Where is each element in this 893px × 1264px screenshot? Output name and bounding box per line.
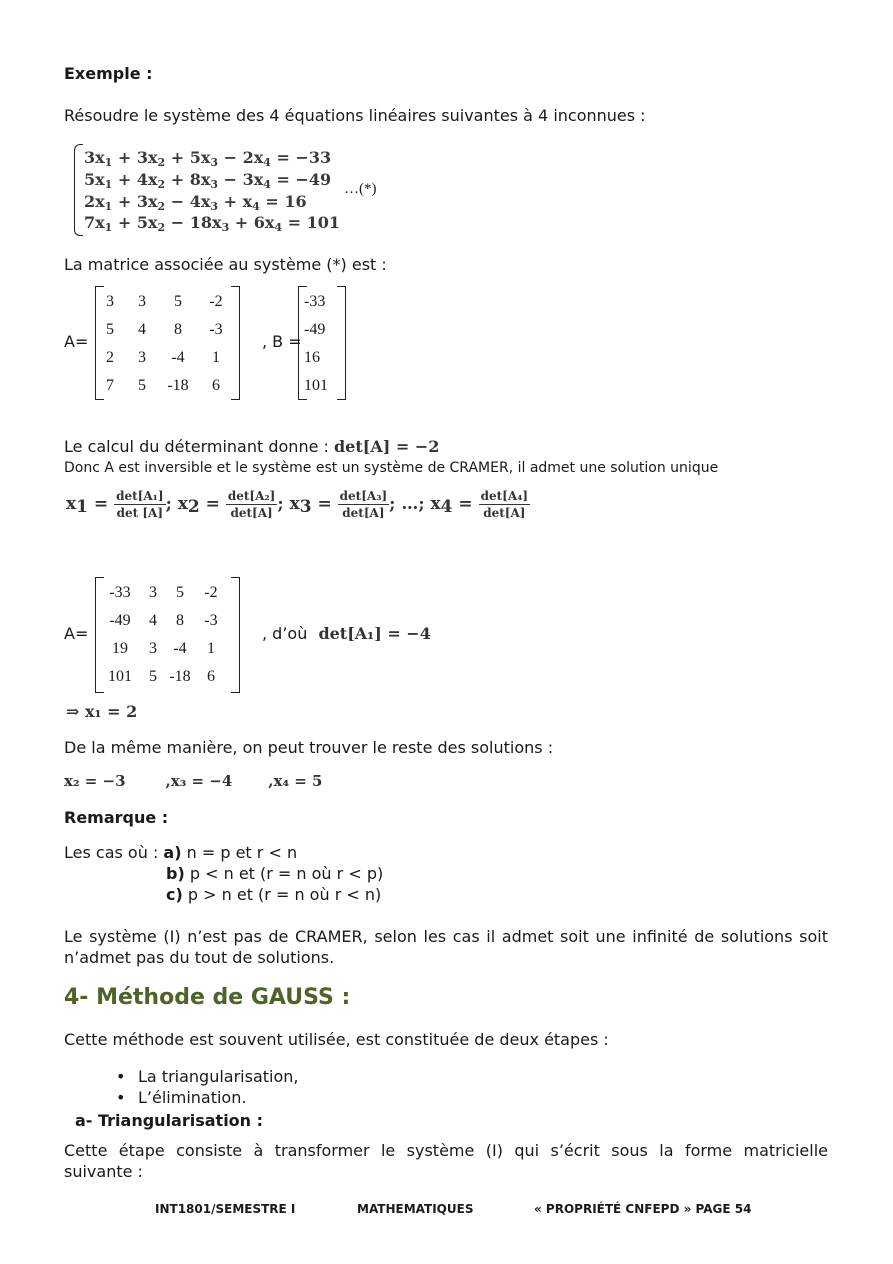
matrix-cell: 16 <box>304 349 320 366</box>
fraction-x2: $\frac{\text{det[A₂]}}{\det[A]}$ <box>227 489 276 520</box>
matrix-cell: 4 <box>138 321 146 338</box>
solutions-line <box>64 772 322 790</box>
determinant-value: det[A] = −2 <box>333 437 440 456</box>
matrix-cell: -18 <box>167 377 189 394</box>
matrix-cell: -2 <box>204 584 218 601</box>
paragraph-line-2: n’admet pas du tout de solutions. <box>64 948 335 967</box>
matrix-cell: 7 <box>106 377 114 394</box>
equation-3: $2x_1 + 3x_2 - 4x_3 + x_4 = 16$ <box>84 192 307 213</box>
paragraph-line-1: Le système (I) n’est pas de CRAMER, selon les cas il admet soit une infinité de solutions soit <box>64 927 828 946</box>
case-a: Les cas où : a) n = p et r < n <box>64 843 298 862</box>
det-a1-line <box>262 624 431 643</box>
matrix-cell: -2 <box>209 293 223 310</box>
intro-text: Résoudre le système des 4 équations linéaires suivantes à 4 inconnues : <box>64 106 646 125</box>
matrix-cell: -49 <box>109 612 131 629</box>
matrix-cell: 3 <box>138 293 146 310</box>
fraction-x1: $\frac{\text{det[A₁]}}{\det [A]}$ <box>116 489 164 520</box>
matrix-a1-label: A= <box>64 624 89 643</box>
same-way-text: De la même manière, on peut trouver le reste des solutions : <box>64 738 554 757</box>
matrix-a1-right-bracket <box>231 577 240 693</box>
matrix-cell: 5 <box>138 377 146 394</box>
last-line-2: suivante : <box>64 1162 143 1181</box>
cases-prefix: Les cas où : <box>64 843 164 862</box>
matrix-b-label: , B = <box>262 332 302 351</box>
system-tag: …(*) <box>344 181 377 197</box>
steps-list <box>116 1066 299 1108</box>
solution-x2: x₂ = −3 <box>64 772 126 790</box>
equation-4: $7x_1 + 5x_2 - 18x_3 + 6x_4 = 101$ <box>84 213 341 234</box>
matrix-cell: 4 <box>149 612 157 629</box>
system-brace <box>74 144 83 236</box>
equation-2: $5x_1 + 4x_2 + 8x_3 - 3x_4 = -49$ <box>84 170 332 191</box>
matrix-cell: -49 <box>304 321 326 338</box>
remarque-title: Remarque : <box>64 808 169 827</box>
matrix-cell: 8 <box>174 321 182 338</box>
matrix-cell: 8 <box>176 612 184 629</box>
matrix-cell: 1 <box>212 349 220 366</box>
matrix-cell: -3 <box>204 612 218 629</box>
cramer-text: Donc A est inversible et le système est un système de CRAMER, il admet une solution unique <box>64 460 719 476</box>
matrix-cell: 5 <box>106 321 114 338</box>
det-a1-value: det[A₁] = −4 <box>318 624 431 643</box>
matrix-cell: 6 <box>212 377 220 394</box>
matrix-intro: La matrice associée au système (*) est : <box>64 255 387 274</box>
matrix-cell: 3 <box>106 293 114 310</box>
matrix-cell: 5 <box>149 668 157 685</box>
matrix-cell: 5 <box>174 293 182 310</box>
matrix-a-table <box>96 288 236 400</box>
matrix-cell: -4 <box>173 640 187 657</box>
matrix-b-table <box>304 288 340 400</box>
determinant-text: Le calcul du déterminant donne : <box>64 437 334 456</box>
matrix-cell: 3 <box>138 349 146 366</box>
list-item: • La triangularisation, <box>116 1066 299 1087</box>
matrix-cell: 3 <box>149 640 157 657</box>
footer-center: MATHEMATIQUES <box>357 1202 474 1216</box>
matrix-cell: -18 <box>169 668 191 685</box>
section-heading: 4- Méthode de GAUSS : <box>64 985 351 1010</box>
matrix-cell: -3 <box>209 321 223 338</box>
determinant-line <box>64 437 439 457</box>
cramer-formula: x1 = $\frac{\text{det[A₁]}}{\det [A]}$ ; x2 = $\frac{\text{det[A₂]}}{\det[A]}$ ; x3 = $\frac{\text{det[A₃]}}{\det[A]}$ ; …; x4 = $\frac{\text{det[A₄]}}{\det[A]}$ <box>66 489 529 520</box>
case-b: b) p < n et (r = n où r < p) <box>166 864 384 883</box>
x1-result: ⇒ x₁ = 2 <box>66 702 138 721</box>
case-c: c) p > n et (r = n où r < n) <box>166 885 382 904</box>
matrix-cell: -33 <box>304 293 326 310</box>
gauss-intro: Cette méthode est souvent utilisée, est constituée de deux étapes : <box>64 1030 609 1049</box>
fraction-x4: $\frac{\text{det[A₄]}}{\det[A]}$ <box>480 489 529 520</box>
matrix-a1-table <box>100 579 228 691</box>
matrix-cell: 1 <box>207 640 215 657</box>
matrix-cell: 101 <box>304 377 328 394</box>
footer-right: « PROPRIÉTÉ CNFEPD » PAGE 54 <box>534 1202 752 1216</box>
matrix-cell: 2 <box>106 349 114 366</box>
matrix-a-label: A= <box>64 332 89 351</box>
equation-1: $3x_1 + 3x_2 + 5x_3 - 2x_4 = -33$ <box>84 148 332 169</box>
matrix-cell: 3 <box>149 584 157 601</box>
matrix-cell: 101 <box>108 668 132 685</box>
subheading: a- Triangularisation : <box>75 1111 264 1130</box>
example-title: Exemple : <box>64 64 153 83</box>
list-item: • L’élimination. <box>116 1087 299 1108</box>
matrix-cell: -4 <box>171 349 185 366</box>
last-line-1: Cette étape consiste à transformer le système (I) qui s’écrit sous la forme matricielle <box>64 1141 828 1160</box>
matrix-cell: 19 <box>112 640 128 657</box>
solution-x4: ,x₄ = 5 <box>268 772 323 790</box>
solution-x3: ,x₃ = −4 <box>165 772 233 790</box>
matrix-cell: 6 <box>207 668 215 685</box>
det-a1-prefix: , d’où <box>262 624 313 643</box>
matrix-cell: -33 <box>109 584 131 601</box>
matrix-cell: 5 <box>176 584 184 601</box>
fraction-x3: $\frac{\text{det[A₃]}}{\det[A]}$ <box>339 489 388 520</box>
footer-left: INT1801/SEMESTRE I <box>155 1202 296 1216</box>
